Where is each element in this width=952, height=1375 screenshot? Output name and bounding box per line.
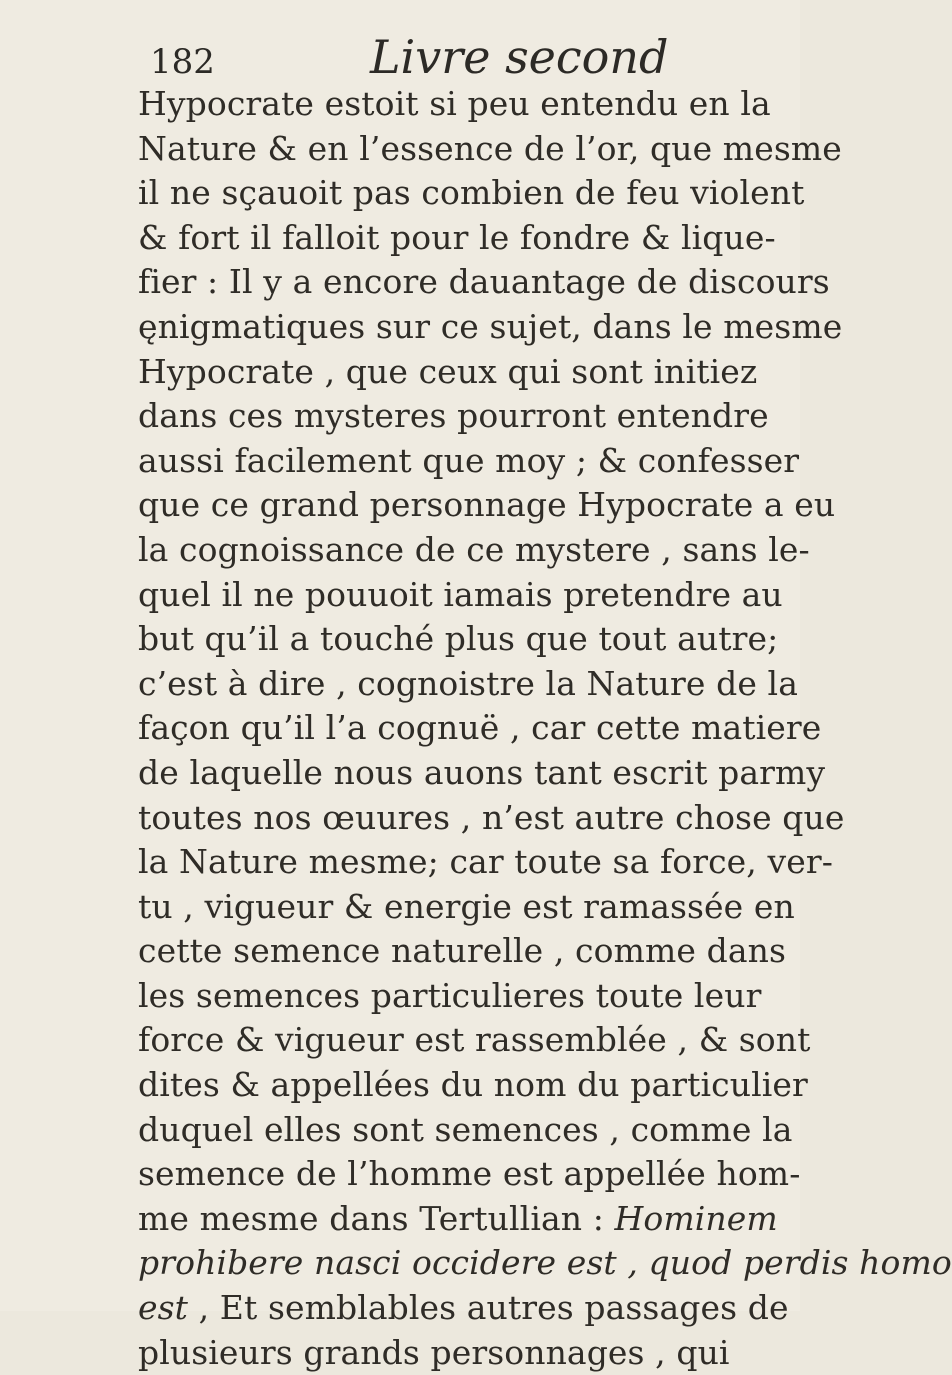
text-line: que ce grand personnage Hypocrate a eu <box>138 485 836 525</box>
text-line: fier : Il y a encore dauantage de discours <box>138 262 830 302</box>
text-line: de laquelle nous auons tant escrit parmy <box>138 752 826 792</box>
latin-quote-line: prohibere nasci occidere est , quod perdis homo <box>138 1243 952 1283</box>
text-line: façon qu’il l’a cognuë , car cette matiere <box>138 708 822 748</box>
page-header <box>100 30 780 90</box>
text-line: force & vigueur est rassemblée , & sont <box>138 1020 811 1060</box>
text-line: c’est à dire , cognoistre la Nature de la <box>138 663 798 703</box>
text-line: Hypocrate , que ceux qui sont initiez <box>138 351 758 391</box>
text-line: la cognoissance de ce mystere , sans le- <box>138 529 810 569</box>
latin-quote: Hominem <box>614 1198 778 1238</box>
text-line: quel il ne pouuoit iamais pretendre au <box>138 574 783 614</box>
text-line: cette semence naturelle , comme dans <box>138 931 786 971</box>
running-title: Livre second <box>370 30 669 84</box>
text-line: & fort il falloit pour le fondre & lique- <box>138 217 776 257</box>
text-line: plusieurs grands personnages , qui <box>138 1332 730 1372</box>
text-line: il ne sçauoit pas combien de feu violent <box>138 173 805 213</box>
text-segment: me mesme dans Tertullian : <box>138 1198 604 1238</box>
text-line: dans ces mysteres pourront entendre <box>138 396 769 436</box>
text-line: but qu’il a touché plus que tout autre; <box>138 619 779 659</box>
text-line <box>138 1286 798 1331</box>
text-line: la Nature mesme; car toute sa force, ver- <box>138 842 833 882</box>
page-number: 182 <box>150 42 215 82</box>
text-line: toutes nos œuures , n’est autre chose que <box>138 797 845 837</box>
text-line: Hypocrate estoit si peu entendu en la <box>138 84 771 123</box>
text-line: Nature & en l’essence de l’or, que mesme <box>138 128 842 168</box>
text-line: ęnigmatiques sur ce sujet, dans le mesme <box>138 306 843 346</box>
text-line: dites & appellées du nom du particulier <box>138 1065 808 1105</box>
text-segment: , Et semblables autres passages de <box>188 1288 789 1328</box>
text-line: semence de l’homme est appellée hom- <box>138 1154 801 1194</box>
text-line: duquel elles sont semences , comme la <box>138 1109 793 1149</box>
text-line: les semences particulieres toute leur <box>138 975 762 1015</box>
text-line: tu , vigueur & energie est ramassée en <box>138 886 795 926</box>
latin-quote: est <box>138 1288 189 1328</box>
text-line <box>138 1197 798 1242</box>
text-line: aussi facilement que moy ; & confesser <box>138 440 800 480</box>
body-text <box>138 82 952 1375</box>
